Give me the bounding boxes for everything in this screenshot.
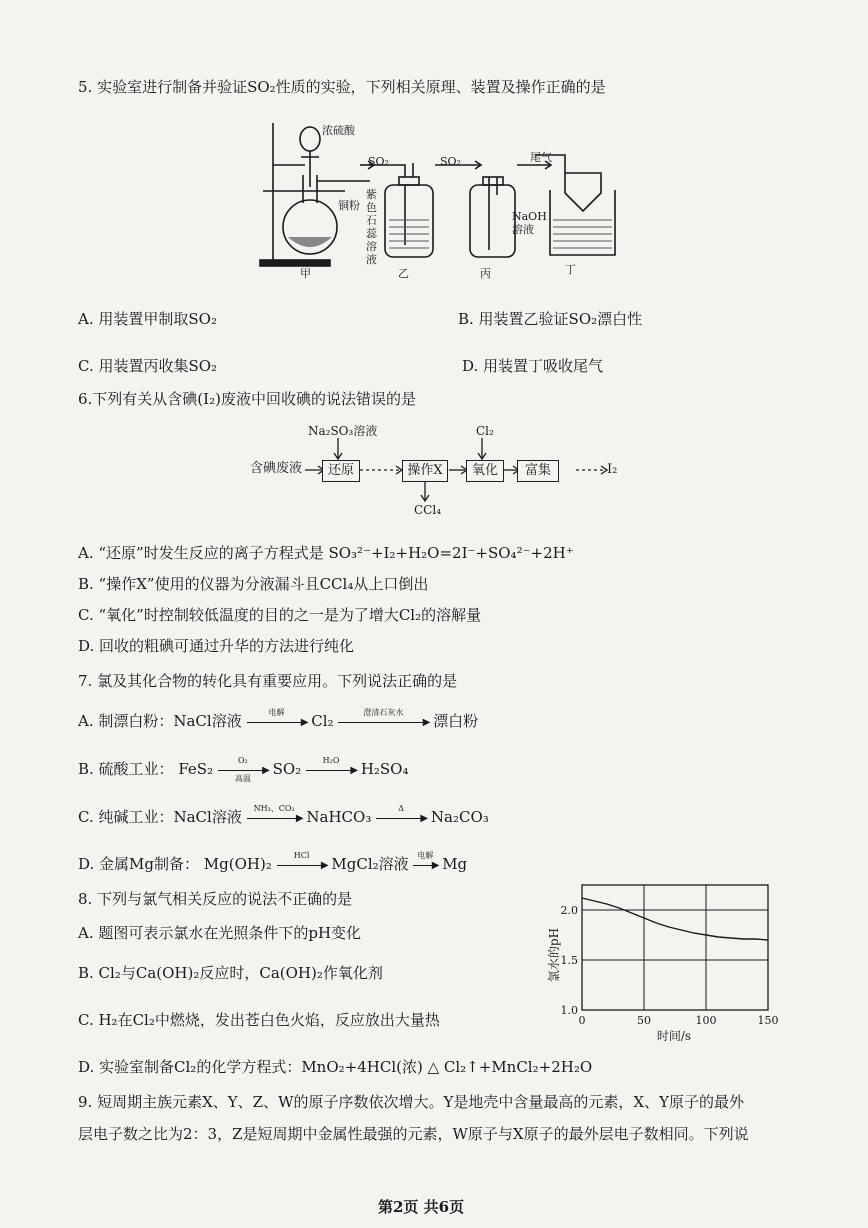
q7a-prefix: A. 制漂白粉：NaCl溶液 bbox=[78, 712, 242, 730]
tail-gas-label: 尾气 bbox=[530, 151, 552, 164]
q8-option-d: D. 实验室制备Cl₂的化学方程式：MnO₂+4HCl(浓) △ Cl₂↑+MnCl₂+2H₂O bbox=[78, 1058, 593, 1076]
q7d-prefix: D. 金属Mg制备： Mg(OH)₂ bbox=[78, 855, 272, 873]
apparatus-yi-label: 乙 bbox=[398, 267, 409, 280]
flow-step-x: 操作X bbox=[402, 460, 448, 482]
q7a-cond2: 澄清石灰水 bbox=[363, 708, 404, 717]
chart-xlabel: 时间/s bbox=[656, 1029, 692, 1043]
chart-xtick-label: 100 bbox=[695, 1014, 717, 1027]
q7b-cond1: O₂ bbox=[237, 756, 248, 765]
flow-step-enrich: 富集 bbox=[517, 460, 559, 482]
q5-option-c: C. 用装置丙收集SO₂ bbox=[78, 357, 218, 375]
q5-option-b: B. 用装置乙验证SO₂漂白性 bbox=[458, 310, 643, 328]
q7a-arrow1: 电解 ▶ bbox=[247, 715, 307, 729]
chart-frame bbox=[582, 885, 768, 1010]
chart-xtick-label: 50 bbox=[637, 1014, 651, 1027]
q7c-mid: NaHCO₃ bbox=[306, 808, 372, 826]
q6-option-a: A. “还原”时发生反应的离子方程式是 SO₃²⁻+I₂+H₂O=2I⁻+SO₄²⁻+2H⁺ bbox=[78, 544, 574, 562]
q7b-end: H₂SO₄ bbox=[360, 760, 409, 778]
q5-option-d: D. 用装置丁吸收尾气 bbox=[462, 357, 604, 375]
q7-option-b bbox=[78, 756, 409, 783]
q9-line1: 9. 短周期主族元素X、Y、Z、W的原子序数依次增大。Y是地壳中含量最高的元素，X、Y原子的最外 bbox=[78, 1093, 744, 1111]
q7c-end: Na₂CO₃ bbox=[430, 808, 489, 826]
flow-step-reduce: 还原 bbox=[322, 460, 360, 482]
q7d-mid: MgCl₂溶液 bbox=[331, 855, 409, 873]
q7a-end: 漂白粉 bbox=[433, 712, 479, 730]
q7c-prefix: C. 纯碱工业：NaCl溶液 bbox=[78, 808, 242, 826]
q7b-arrow1: O₂ ▶ 高温 bbox=[218, 763, 268, 777]
page-footer: 第2页 共6页 bbox=[378, 1198, 465, 1216]
chart-ytick-label: 1.5 bbox=[560, 954, 578, 967]
q7a-arrow2: 澄清石灰水 ▶ bbox=[338, 715, 428, 729]
flow-reagent2: Cl₂ bbox=[476, 424, 494, 438]
q7a-mid: Cl₂ bbox=[311, 712, 334, 730]
flow-byproduct: CCl₄ bbox=[414, 503, 442, 517]
q8-option-a: A. 题图可表示氯水在光照条件下的pH变化 bbox=[78, 924, 362, 942]
q8-stem: 8. 下列与氯气相关反应的说法不正确的是 bbox=[78, 890, 353, 908]
q7c-arrow1: NH₃、CO₂ ▶ bbox=[247, 811, 302, 825]
chart-xtick-label: 0 bbox=[578, 1014, 586, 1027]
q7b-cond1b: 高温 bbox=[234, 774, 251, 783]
q7-stem: 7. 氯及其化合物的转化具有重要应用。下列说法正确的是 bbox=[78, 672, 458, 690]
chart-xtick-label: 150 bbox=[757, 1014, 779, 1027]
q7d-end: Mg bbox=[442, 855, 468, 873]
q7a-cond1: 电解 bbox=[268, 708, 285, 717]
ph-chart bbox=[540, 875, 790, 1045]
so2-label-a: SO₂ bbox=[368, 155, 389, 168]
q7-option-d bbox=[78, 851, 468, 873]
litmus-label: 紫色石蕊溶液 bbox=[366, 188, 377, 266]
q6-option-c: C. “氧化”时控制较低温度的目的之一是为了增大Cl₂的溶解量 bbox=[78, 606, 482, 624]
flow-step-oxidize: 氧化 bbox=[466, 460, 504, 482]
flow-input: 含碘废液 bbox=[250, 461, 303, 476]
q5-option-a: A. 用装置甲制取SO₂ bbox=[78, 310, 217, 328]
q6-stem: 6.下列有关从含碘(I₂)废液中回收碘的说法错误的是 bbox=[78, 390, 416, 408]
copper-label: 铜粉 bbox=[338, 199, 360, 212]
q7d-cond2: 电解 bbox=[417, 851, 434, 860]
q8-option-b: B. Cl₂与Ca(OH)₂反应时，Ca(OH)₂作氧化剂 bbox=[78, 964, 383, 982]
chart-ytick-label: 2.0 bbox=[560, 904, 578, 917]
q8-option-c: C. H₂在Cl₂中燃烧，发出苍白色火焰，反应放出大量热 bbox=[78, 1011, 440, 1029]
naoh-label: NaOH溶液 bbox=[512, 210, 547, 236]
q7b-mid: SO₂ bbox=[272, 760, 302, 778]
flow-reagent1: Na₂SO₃溶液 bbox=[308, 424, 378, 438]
conc-acid-label: 浓硫酸 bbox=[322, 124, 355, 137]
flow-output: I₂ bbox=[607, 462, 618, 477]
q9-line2: 层电子数之比为2：3，Z是短周期中金属性最强的元素，W原子与X原子的最外层电子数相同。下列说 bbox=[78, 1125, 749, 1143]
chart-ylabel: 氯水的pH bbox=[547, 927, 561, 983]
q7c-arrow2: Δ ▶ bbox=[376, 811, 426, 825]
chart-ytick-label: 1.0 bbox=[560, 1004, 578, 1017]
q7-option-c bbox=[78, 804, 489, 826]
q7b-arrow2: H₂O ▶ bbox=[306, 763, 356, 777]
q6-option-b: B. “操作X”使用的仪器为分液漏斗且CCl₄从上口倒出 bbox=[78, 575, 429, 593]
q7b-cond2: H₂O bbox=[322, 756, 340, 765]
apparatus-ding-label: 丁 bbox=[565, 263, 576, 276]
q7-option-a bbox=[78, 708, 479, 730]
q7c-cond2: Δ bbox=[398, 804, 404, 813]
ph-series-line bbox=[582, 898, 768, 940]
q7b-prefix: B. 硫酸工业： FeS₂ bbox=[78, 760, 214, 778]
q7d-arrow2: 电解 ▶ bbox=[413, 858, 437, 872]
q7d-arrow1: HCl ▶ bbox=[277, 858, 327, 872]
q7c-cond1: NH₃、CO₂ bbox=[253, 804, 295, 813]
q5-stem: 5. 实验室进行制备并验证SO₂性质的实验，下列相关原理、装置及操作正确的是 bbox=[78, 78, 606, 96]
so2-label-b: SO₂ bbox=[440, 155, 461, 168]
apparatus-jia-label: 甲 bbox=[300, 267, 311, 280]
apparatus-bing-label: 丙 bbox=[480, 267, 491, 280]
q6-option-d: D. 回收的粗碘可通过升华的方法进行纯化 bbox=[78, 637, 355, 655]
q7d-cond1: HCl bbox=[293, 851, 310, 860]
